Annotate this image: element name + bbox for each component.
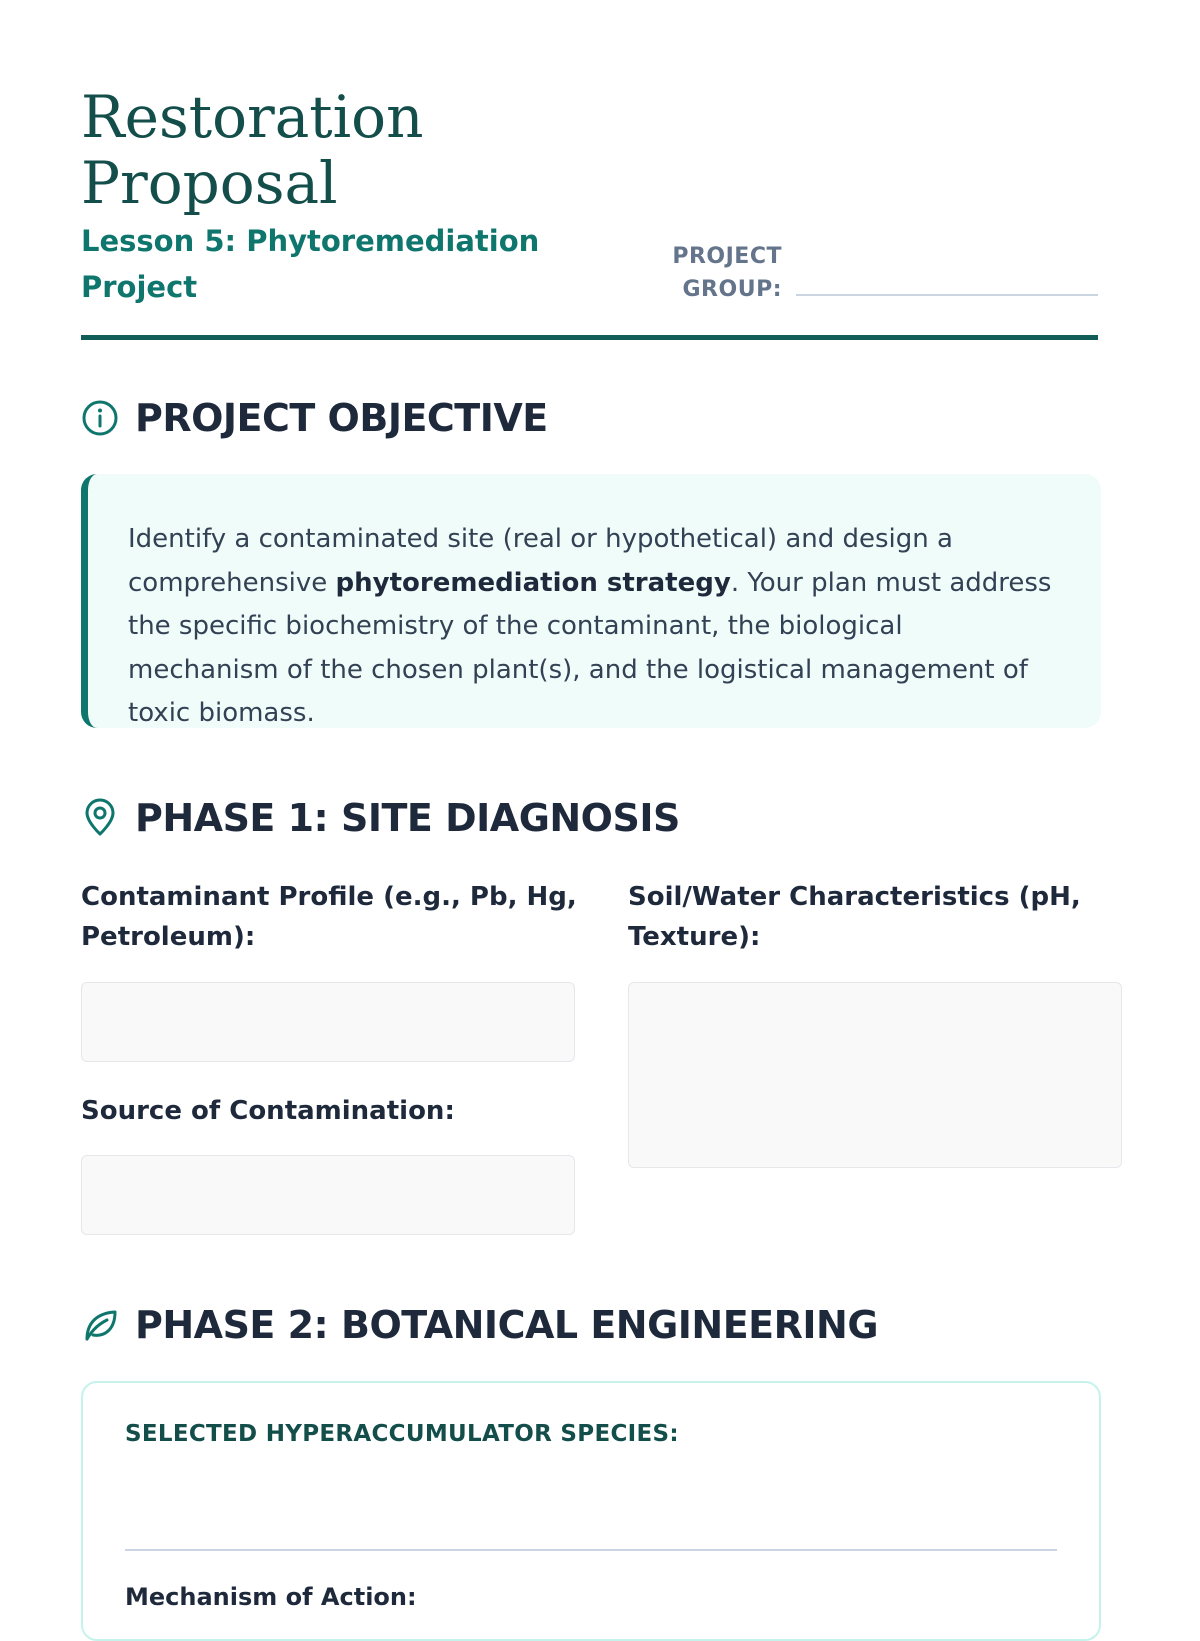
hyperaccumulator-species-label: SELECTED HYPERACCUMULATOR SPECIES: bbox=[125, 1421, 679, 1447]
objective-heading-text: PROJECT OBJECTIVE bbox=[135, 396, 548, 440]
leaf-icon bbox=[81, 1305, 121, 1345]
phase1-heading-text: PHASE 1: SITE DIAGNOSIS bbox=[135, 796, 680, 840]
phase2-heading-text: PHASE 2: BOTANICAL ENGINEERING bbox=[135, 1303, 879, 1347]
phase1-heading bbox=[81, 796, 680, 840]
soil-water-label: Soil/Water Characteristics (pH, Texture): bbox=[628, 882, 1081, 952]
mechanism-of-action-label: Mechanism of Action: bbox=[125, 1583, 417, 1611]
phase2-heading bbox=[81, 1303, 878, 1347]
project-group-label bbox=[672, 240, 782, 306]
objective-box bbox=[81, 474, 1101, 728]
page-subtitle: Lesson 5: Phytoremediation Project bbox=[81, 224, 540, 304]
project-group-field bbox=[672, 240, 1098, 306]
project-group-label-line1: PROJECT bbox=[672, 244, 782, 269]
info-icon bbox=[81, 398, 121, 438]
contaminant-profile-label: Contaminant Profile (e.g., Pb, Hg, Petroleum): bbox=[81, 882, 577, 952]
source-contamination-input[interactable] bbox=[81, 1155, 575, 1235]
objective-text-start: Identify a contaminated site (real or hypothetical) and design a comprehensive bbox=[128, 524, 953, 598]
source-contamination-label: Source of Contamination: bbox=[81, 1096, 455, 1126]
objective-text-end: . Your plan must address the specific biochemistry of the contaminant, the biological mechanism of the chosen plant(s), and the logistical management of toxic biomass. bbox=[128, 567, 1052, 728]
hyperaccumulator-species-input-line[interactable] bbox=[125, 1549, 1057, 1551]
botanical-engineering-card bbox=[81, 1381, 1101, 1641]
objective-heading bbox=[81, 396, 548, 440]
location-pin-icon bbox=[81, 798, 121, 838]
contaminant-profile-input[interactable] bbox=[81, 982, 575, 1062]
project-group-label-line2: GROUP: bbox=[682, 277, 782, 302]
objective-text-bold: phytoremediation strategy bbox=[335, 567, 731, 598]
project-group-input-line[interactable] bbox=[796, 294, 1098, 296]
soil-water-input[interactable] bbox=[628, 982, 1122, 1168]
page-title: Restoration Proposal bbox=[81, 83, 424, 217]
page-header bbox=[81, 0, 1098, 340]
